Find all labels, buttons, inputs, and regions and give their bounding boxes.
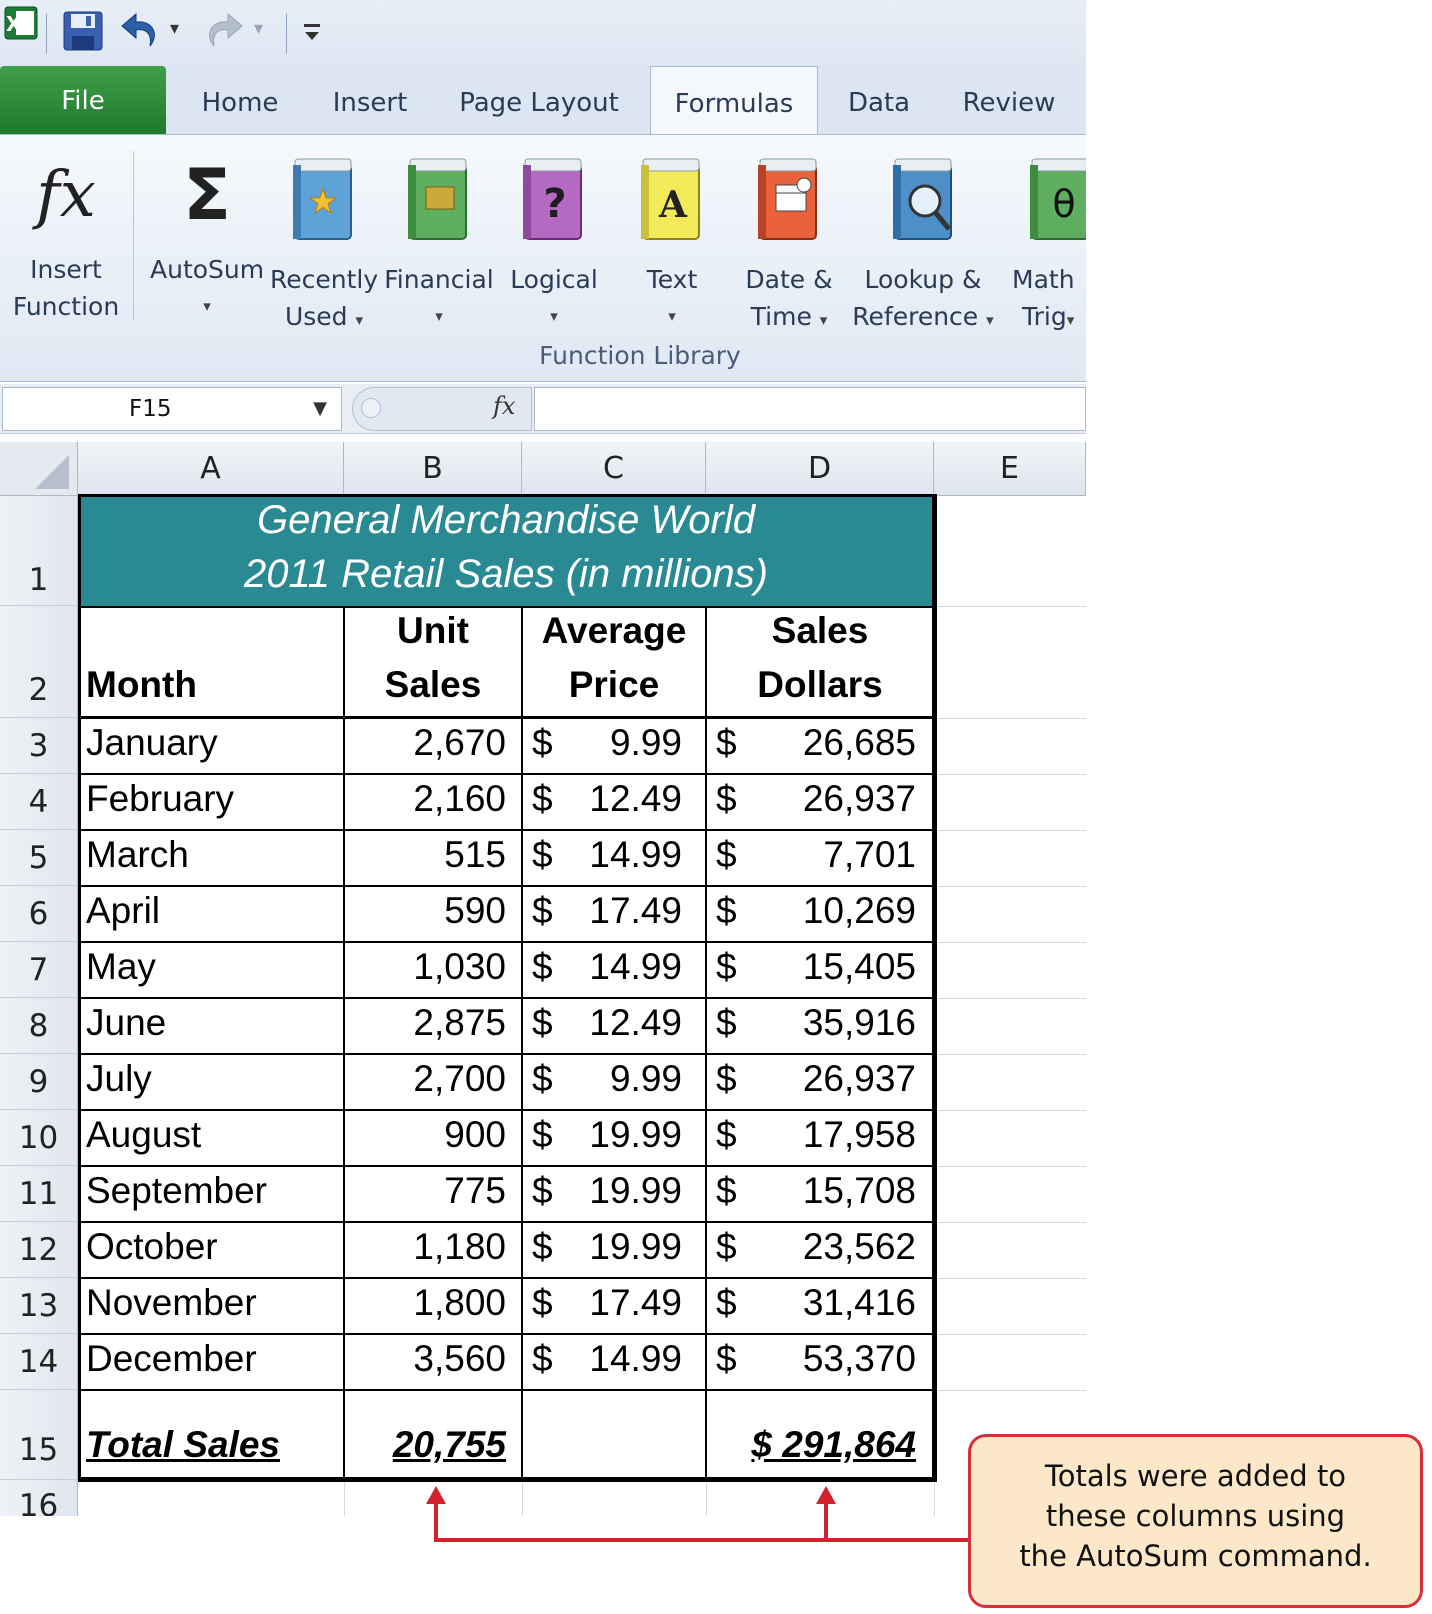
row-header-4[interactable]: 4 [0, 774, 78, 830]
annotation-line-2: these columns using [1045, 1499, 1346, 1533]
cell-price-currency[interactable]: $ [532, 1002, 553, 1043]
tab-page-layout[interactable]: Page Layout [459, 88, 619, 118]
column-header-a[interactable]: A [78, 442, 344, 496]
cell-sales-dollars[interactable]: 31,416 [802, 1282, 916, 1323]
cell-month[interactable]: October [86, 1226, 218, 1267]
date-time-label-2-text: Time [750, 302, 812, 331]
cell-month[interactable]: April [86, 890, 161, 931]
arrow-line-unit-sales [434, 1500, 438, 1542]
cell-price-currency[interactable]: $ [532, 1058, 553, 1099]
arrow-line-sales-dollars [824, 1500, 828, 1542]
lookup-reference-dropdown-icon[interactable]: ▾ [986, 311, 994, 329]
cell-average-price[interactable]: 12.49 [589, 778, 682, 819]
cell-average-price[interactable]: 17.49 [589, 1282, 682, 1323]
annotation-line-3: the AutoSum command. [1019, 1539, 1372, 1573]
undo-dropdown-icon[interactable]: ▾ [170, 18, 180, 39]
function-library-label: Function Library [539, 341, 741, 370]
row-header-3[interactable]: 3 [0, 718, 78, 774]
financial-dropdown-icon[interactable]: ▾ [435, 307, 443, 325]
row-header-11[interactable]: 11 [0, 1166, 78, 1222]
cell-month[interactable]: November [86, 1282, 257, 1323]
cell-unit-sales[interactable]: 1,030 [413, 946, 506, 987]
cell-dollars-currency[interactable]: $ [716, 1226, 737, 1267]
cell-unit-sales[interactable]: 2,875 [413, 1002, 506, 1043]
redo-dropdown-icon: ▾ [254, 18, 264, 39]
tab-formulas[interactable]: Formulas [650, 66, 818, 136]
recently-used-dropdown-icon[interactable]: ▾ [355, 311, 364, 329]
cell-average-price[interactable]: 14.99 [589, 1338, 682, 1379]
cell-price-currency[interactable]: $ [532, 946, 553, 987]
column-header-d[interactable]: D [706, 442, 934, 496]
cell-dollars-currency[interactable]: $ [716, 722, 737, 763]
cell-unit-sales[interactable]: 3,560 [413, 1338, 506, 1379]
row-header-8[interactable]: 8 [0, 998, 78, 1054]
header-unit-sales-line-2: Sales [384, 664, 482, 705]
cell-average-price[interactable]: 9.99 [609, 722, 682, 763]
cell-unit-sales[interactable]: 515 [444, 834, 506, 875]
cell-sales-dollars[interactable]: 53,370 [802, 1338, 916, 1379]
recently-used-label-1: Recently [270, 265, 379, 294]
cell-unit-sales[interactable]: 2,700 [413, 1058, 506, 1099]
header-sales-dollars-line-1: Sales [771, 610, 869, 651]
cell-price-currency[interactable]: $ [532, 1282, 553, 1323]
cell-dollars-currency[interactable]: $ [716, 834, 737, 875]
cell-unit-sales[interactable]: 2,670 [413, 722, 506, 763]
date-time-label-1: Date & [745, 265, 833, 294]
financial-label: Financial [384, 265, 494, 294]
cell-unit-sales[interactable]: 1,180 [413, 1226, 506, 1267]
cell-price-currency[interactable]: $ [532, 722, 553, 763]
row-header-12[interactable]: 12 [0, 1222, 78, 1278]
row-header-5[interactable]: 5 [0, 830, 78, 886]
row-header-10[interactable]: 10 [0, 1110, 78, 1166]
math-trig-dropdown-icon[interactable]: ▾ [1066, 311, 1075, 329]
cell-dollars-currency[interactable]: $ [716, 1058, 737, 1099]
cell-average-price[interactable]: 12.49 [589, 1002, 682, 1043]
cell-month[interactable]: December [86, 1338, 257, 1379]
text-letter-glyph: A [659, 184, 687, 226]
header-sales-dollars-line-2: Dollars [757, 664, 883, 705]
cell-price-currency[interactable]: $ [532, 1338, 553, 1379]
cell-month[interactable]: July [86, 1058, 152, 1099]
logical-label: Logical [510, 265, 598, 294]
svg-text:X: X [6, 12, 22, 36]
name-box-value: F15 [129, 396, 172, 422]
total-sales-label[interactable]: Total Sales [86, 1424, 280, 1465]
insert-function-label-2: Function [12, 292, 120, 321]
cell-month[interactable]: June [86, 1002, 167, 1043]
lookup-reference-label-1: Lookup & [864, 265, 982, 294]
cell-dollars-currency[interactable]: $ [716, 946, 737, 987]
header-average-price-line-1: Average [541, 610, 687, 651]
cell-dollars-currency[interactable]: $ [716, 1282, 737, 1323]
logical-dropdown-icon[interactable]: ▾ [550, 307, 558, 325]
cell-unit-sales[interactable]: 590 [444, 890, 506, 931]
name-box-dropdown-icon[interactable]: ▼ [313, 398, 327, 419]
cell-average-price[interactable]: 14.99 [589, 834, 682, 875]
cell-average-price[interactable]: 14.99 [589, 946, 682, 987]
row-header-6[interactable]: 6 [0, 886, 78, 942]
cell-month[interactable]: January [86, 722, 218, 763]
autosum-dropdown-icon[interactable]: ▾ [203, 297, 211, 315]
cell-dollars-currency[interactable]: $ [716, 890, 737, 931]
cell-unit-sales[interactable]: 1,800 [413, 1282, 506, 1323]
recently-used-star-icon: ★ [307, 182, 339, 222]
cell-average-price[interactable]: 19.99 [589, 1226, 682, 1267]
cell-sales-dollars[interactable]: 26,685 [802, 722, 916, 763]
cell-sales-dollars[interactable]: 15,405 [802, 946, 916, 987]
column-header-e[interactable]: E [934, 442, 1086, 496]
cell-sales-dollars[interactable]: 35,916 [802, 1002, 916, 1043]
cell-sales-dollars[interactable]: 17,958 [802, 1114, 916, 1155]
cell-average-price[interactable]: 9.99 [609, 1058, 682, 1099]
tab-home[interactable]: Home [201, 88, 279, 118]
cell-dollars-currency[interactable]: $ [716, 778, 737, 819]
total-sales-dollars[interactable]: $ 291,864 [751, 1424, 916, 1465]
sheet-title-line-2: 2011 Retail Sales (in millions) [244, 552, 768, 596]
recently-used-label-2-text: Used [284, 302, 348, 331]
cell-average-price[interactable]: 17.49 [589, 890, 682, 931]
cell-dollars-currency[interactable]: $ [716, 1338, 737, 1379]
cell-unit-sales[interactable]: 2,160 [413, 778, 506, 819]
cell-month[interactable]: March [86, 834, 189, 875]
row-header-9[interactable]: 9 [0, 1054, 78, 1110]
row-header-1[interactable]: 1 [0, 496, 78, 606]
cell-sales-dollars[interactable]: 10,269 [802, 890, 916, 931]
row-header-2[interactable]: 2 [0, 606, 78, 718]
text-dropdown-icon[interactable]: ▾ [668, 307, 676, 325]
cell-average-price[interactable]: 19.99 [589, 1114, 682, 1155]
sheet-title-line-1: General Merchandise World [257, 498, 755, 542]
tab-review[interactable]: Review [962, 88, 1056, 118]
row-header-16[interactable]: 16 [0, 1480, 78, 1516]
cell-sales-dollars[interactable]: 26,937 [802, 778, 916, 819]
cell-sales-dollars[interactable]: 26,937 [802, 1058, 916, 1099]
cell-price-currency[interactable]: $ [532, 834, 553, 875]
cell-price-currency[interactable]: $ [532, 890, 553, 931]
cell-month[interactable]: August [86, 1114, 202, 1155]
cell-month[interactable]: February [86, 778, 235, 819]
cell-unit-sales[interactable]: 900 [444, 1114, 506, 1155]
cell-dollars-currency[interactable]: $ [716, 1170, 737, 1211]
cell-average-price[interactable]: 19.99 [589, 1170, 682, 1211]
insert-function-fx-icon[interactable]: fx [493, 392, 516, 420]
annotation-callout [968, 1434, 1423, 1608]
column-header-c[interactable]: C [522, 442, 706, 496]
row-header-13[interactable]: 13 [0, 1278, 78, 1334]
column-header-b[interactable]: B [344, 442, 522, 496]
header-month[interactable]: Month [86, 664, 197, 705]
row-header-7[interactable]: 7 [0, 942, 78, 998]
cell-price-currency[interactable]: $ [532, 1170, 553, 1211]
math-theta-glyph: θ [1052, 182, 1076, 226]
cell-sales-dollars[interactable]: 15,708 [802, 1170, 916, 1211]
lookup-reference-label-2-text: Reference [852, 302, 979, 331]
header-average-price-line-2: Price [568, 664, 660, 705]
cell-sales-dollars[interactable]: 7,701 [823, 834, 916, 875]
cell-dollars-currency[interactable]: $ [716, 1114, 737, 1155]
cell-unit-sales[interactable]: 775 [444, 1170, 506, 1211]
row-header-14[interactable]: 14 [0, 1334, 78, 1390]
autosum-icon: Σ [183, 154, 231, 236]
header-unit-sales-line-1: Unit [397, 610, 469, 651]
cell-price-currency[interactable]: $ [532, 1226, 553, 1267]
insert-function-label-1: Insert [30, 255, 102, 284]
total-unit-sales[interactable]: 20,755 [392, 1424, 506, 1465]
cell-month[interactable]: May [86, 946, 156, 987]
cell-dollars-currency[interactable]: $ [716, 1002, 737, 1043]
logical-question-glyph: ? [543, 181, 567, 227]
cell-price-currency[interactable]: $ [532, 1114, 553, 1155]
date-time-dropdown-icon[interactable]: ▾ [819, 311, 828, 329]
autosum-label: AutoSum [150, 255, 265, 284]
math-trig-label-1: Math [1012, 265, 1075, 294]
insert-function-icon: fx [36, 158, 96, 232]
tab-insert[interactable]: Insert [332, 88, 408, 118]
text-label: Text [646, 265, 698, 294]
cell-price-currency[interactable]: $ [532, 778, 553, 819]
tab-data[interactable]: Data [847, 88, 911, 118]
cell-month[interactable]: September [86, 1170, 267, 1211]
arrow-connector-line [434, 1538, 970, 1542]
annotation-line-1: Totals were added to [1044, 1459, 1347, 1493]
tab-file[interactable]: File [0, 66, 166, 136]
cell-sales-dollars[interactable]: 23,562 [802, 1226, 916, 1267]
row-header-15[interactable]: 15 [0, 1390, 78, 1480]
math-trig-label-2-text: Trig [1022, 302, 1067, 331]
